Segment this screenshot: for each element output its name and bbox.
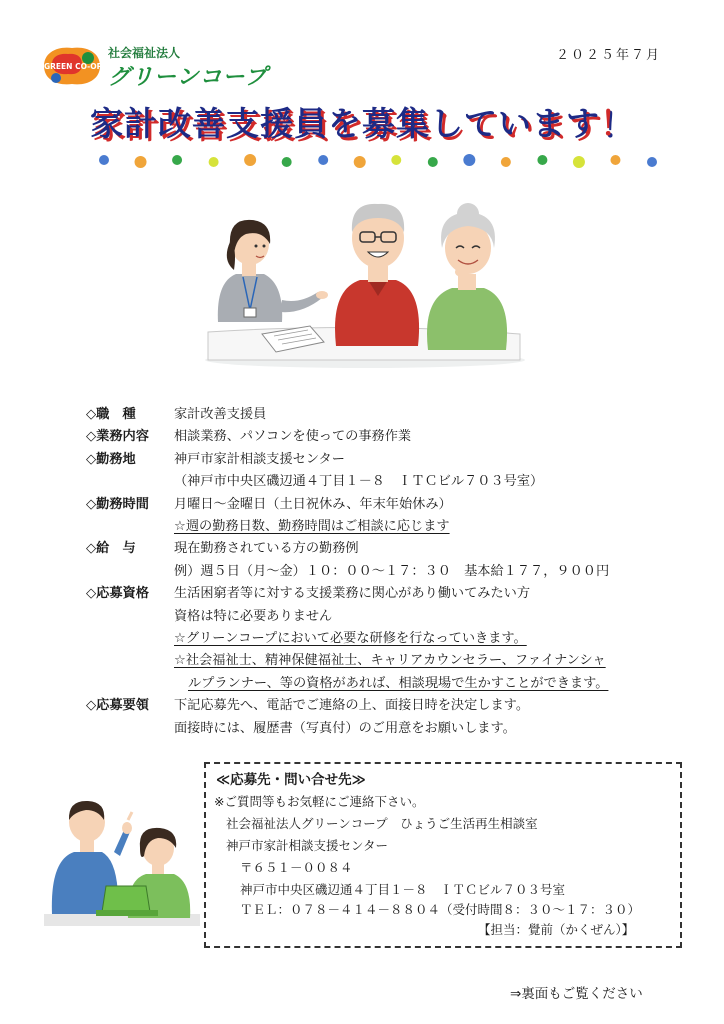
location-value: 神戸市家計相談支援センター [174, 451, 345, 467]
see-reverse-note: ⇒裏面もご覧ください [510, 986, 643, 1002]
job-row [86, 404, 696, 426]
salary-example: 例）週５日（月～金）１０：００～１７：３０ 基本給１７７，９００円 [174, 563, 610, 579]
logo-mark-text: GREEN CO-OP [44, 62, 103, 71]
decor-dot [428, 157, 438, 167]
qualification-note2b: ルプランナー、等の資格があれば、相談現場で生かすことができます。 [188, 675, 609, 691]
decor-dot [610, 155, 620, 165]
salary-value: 現在勤務されている方の勤務例 [174, 541, 359, 557]
location-address: （神戸市中央区磯辺通４丁目１－８ ＩＴＣビル７０３号室） [174, 474, 544, 490]
qualification-label: ◇応募資格 [86, 586, 149, 602]
qualification-note1: ☆グリーンコープにおいて必要な研修を行なっていきます。 [174, 631, 527, 647]
decor-dot [463, 154, 475, 166]
decorative-dots [98, 150, 658, 172]
apply-row [86, 695, 696, 717]
qualification-note1-row [86, 628, 696, 650]
decor-dot [209, 157, 219, 167]
apply-line2: 面接時には、履歴書（写真付）のご用意をお願いします。 [174, 720, 516, 736]
decor-dot [573, 156, 585, 168]
contact-org: 社会福祉法人グリーンコープ ひょうご生活再生相談室 [226, 816, 538, 831]
hours-note-row [86, 516, 696, 538]
qualification-note2a-row [86, 650, 696, 672]
decor-dot [282, 157, 292, 167]
contact-title: ≪応募先・問い合せ先≫ [216, 772, 366, 788]
logo-name: グリーンコープ [108, 65, 268, 90]
location-row [86, 449, 696, 471]
decor-dot [647, 157, 657, 167]
job-value: 家計改善支援員 [174, 407, 267, 422]
staff-laptop-illustration [44, 790, 200, 928]
decor-dot [172, 155, 182, 165]
title-exclaim: ！ [600, 104, 634, 143]
job-details [86, 404, 696, 740]
apply-line2-row [86, 718, 696, 740]
location-address-row [86, 471, 696, 493]
qualification-note2a: ☆社会福祉士、精神保健福祉士、キャリアカウンセラー、ファイナンシャ [174, 653, 606, 669]
decor-dot [99, 155, 109, 165]
hours-note: ☆週の勤務日数、勤務時間はご相談に応じます [174, 519, 450, 535]
page-title [0, 98, 724, 145]
salary-row [86, 538, 696, 560]
decor-dot [244, 154, 256, 166]
duties-label: ◇業務内容 [86, 429, 149, 445]
greencoop-logo-mark [38, 44, 106, 88]
decor-dot [391, 155, 401, 165]
contact-center: 神戸市家計相談支援センター [226, 838, 389, 853]
hours-label: ◇勤務時間 [86, 496, 149, 512]
consultation-illustration [200, 182, 530, 372]
qualification-line2: 資格は特に必要ありません [174, 608, 333, 624]
contact-tel: ＴＥＬ：０７８－４１４－８８０４（受付時間８：３０～１７：３０） [240, 902, 641, 917]
location-label: ◇勤務地 [86, 451, 136, 467]
contact-note: ※ご質問等もお気軽にご連絡下さい。 [214, 794, 425, 809]
job-label: ◇職 種 [86, 407, 136, 422]
duties-value: 相談業務、パソコンを使っての事務作業 [174, 429, 412, 445]
decor-dot [354, 156, 366, 168]
salary-example-row [86, 561, 696, 583]
issue-date: ２０２５年７月 [556, 48, 662, 63]
apply-value: 下記応募先へ、電話でご連絡の上、面接日時を決定します。 [174, 698, 530, 714]
decor-dot [135, 156, 147, 168]
apply-label: ◇応募要領 [86, 698, 149, 714]
duties-row [86, 426, 696, 448]
salary-label: ◇給 与 [86, 541, 136, 557]
qualification-row [86, 583, 696, 605]
contact-box [204, 762, 682, 948]
logo [38, 44, 268, 90]
contact-person: 【担当：覺前（かくぜん）】 [478, 922, 635, 937]
title-text: 家計改善支援員を募集しています [90, 104, 600, 143]
decor-dot [318, 155, 328, 165]
qualification-line2-row [86, 606, 696, 628]
qualification-note2b-row [86, 673, 696, 695]
logo-org-type: 社会福祉法人 [108, 46, 181, 60]
decor-dot [537, 155, 547, 165]
hours-value: 月曜日～金曜日（土日祝休み、年末年始休み） [174, 496, 452, 512]
contact-postal: 〒６５１－００８４ [240, 860, 353, 875]
contact-address: 神戸市中央区磯辺通４丁目１－８ ＩＴＣビル７０３号室 [240, 882, 566, 897]
decor-dot [501, 157, 511, 167]
qualification-value: 生活困窮者等に対する支援業務に関心があり働いてみたい方 [174, 586, 531, 602]
hours-row [86, 494, 696, 516]
